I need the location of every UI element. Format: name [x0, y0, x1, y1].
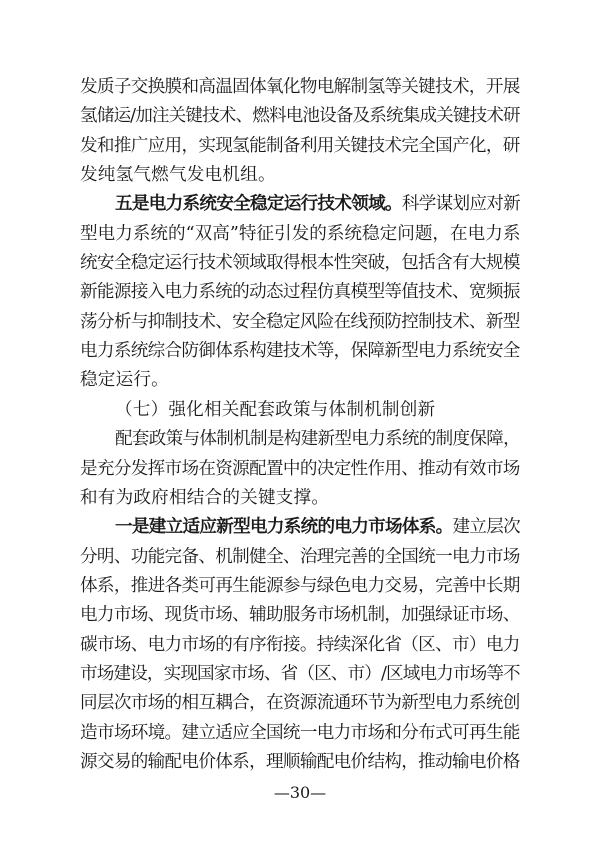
paragraph-text: 荡分析与抑制技术、安全稳定风险在线预防控制技术、新型 — [80, 311, 520, 332]
paragraph-text: 同层次市场的相互耦合，在资源流通环节为新型电力系统创 — [80, 693, 520, 714]
paragraph-text: 发和推广应用，实现氢能制备利用关键技术完全国产化，研 — [80, 135, 520, 156]
paragraph-text: 氢储运/加注关键技术、燃料电池设备及系统集成关键技术研 — [80, 106, 520, 127]
paragraph-text: 源交易的输配电价体系，理顺输配电价结构，推动输电价格 — [80, 752, 520, 772]
bold-heading-text: 五是电力系统安全稳定运行技术领域。 — [115, 193, 402, 215]
paragraph-text: 电力市场、现货市场、辅助服务市场机制，加强绿证市场、 — [80, 605, 520, 626]
text-line — [80, 745, 520, 779]
paragraph-text: 稳定运行。 — [80, 370, 169, 391]
paragraph-text: 配套政策与体制机制是构建新型电力系统的制度保障， — [115, 429, 521, 450]
paragraph-text: 新能源接入电力系统的动态过程仿真模型等值技术、宽频振 — [80, 282, 520, 303]
bold-heading-text: 一是建立适应新型电力系统的电力市场体系。 — [115, 516, 453, 538]
paragraph-text: （七）强化相关配套政策与体制机制创新 — [115, 399, 436, 420]
paragraph-text: 统安全稳定运行技术领域取得根本性突破，包括含有大规模 — [80, 253, 520, 274]
paragraph-text: 碳市场、电力市场的有序衔接。持续深化省（区、市）电力 — [80, 634, 520, 655]
paragraph-text: 发纯氢气燃气发电机组。 — [80, 165, 276, 186]
paragraph-text: 建立层次 — [452, 517, 521, 538]
paragraph-text: 市场建设，实现国家市场、省（区、市）/区域电力市场等不 — [80, 663, 520, 684]
paragraph-text: 发质子交换膜和高温固体氧化物电解制氢等关键技术，开展 — [80, 77, 520, 97]
paragraph-text: 电力系统综合防御体系构建技术等，保障新型电力系统安全 — [80, 341, 520, 362]
paragraph-text: 和有为政府相结合的关键支撑。 — [80, 487, 330, 508]
paragraph-text: 型电力系统的“双高”特征引发的系统稳定问题，在电力系 — [80, 223, 521, 244]
paragraph-text: 体系，推进各类可再生能源参与绿色电力交易，完善中长期 — [80, 575, 520, 596]
paragraph-text: 分明、功能完备、机制健全、治理完善的全国统一电力市场 — [80, 546, 520, 567]
page-number: —30— — [273, 783, 327, 802]
paragraph-text: 科学谋划应对新 — [401, 194, 521, 215]
paragraph-text: 是充分发挥市场在资源配置中的决定性作用、推动有效市场 — [80, 458, 520, 479]
paragraph-text: 造市场环境。建立适应全国统一电力市场和分布式可再生能 — [80, 722, 520, 743]
